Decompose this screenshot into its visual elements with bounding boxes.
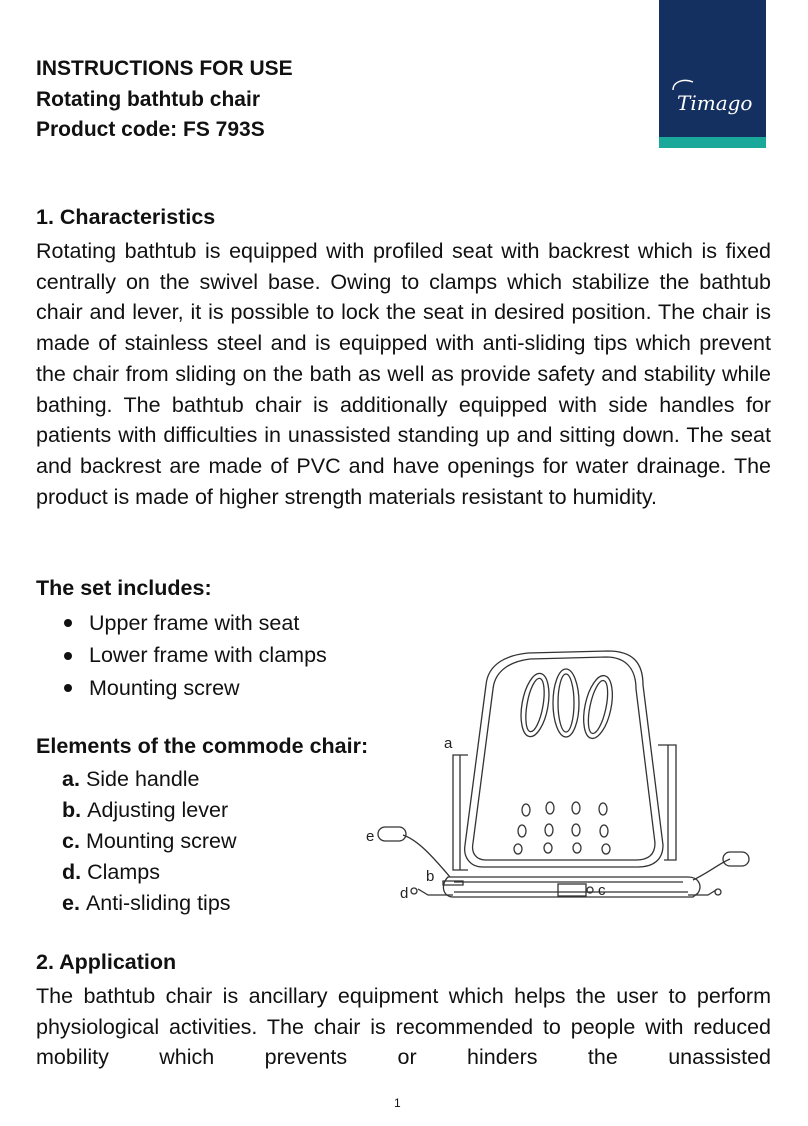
side-handle-left	[453, 755, 468, 870]
section-application-body: The bathtub chair is ancillary equipment which helps the user to perform physiological activities. The chair is recommended to people with reduced mobility which prevents or hinders the unassisted	[36, 984, 771, 1069]
element-label: Anti-sliding tips	[85, 891, 231, 915]
anti-sliding-tip-right	[723, 852, 749, 866]
backrest-opening	[558, 674, 574, 732]
bullet-icon	[64, 652, 72, 660]
set-includes-list	[62, 607, 327, 705]
element-letter: b.	[62, 798, 82, 822]
bathtub-chair-diagram	[358, 645, 778, 915]
element-letter: e.	[62, 891, 80, 915]
element-label: Mounting screw	[85, 829, 237, 853]
clamp-right-end	[715, 889, 721, 895]
label-a: a	[444, 735, 453, 752]
base-frame	[443, 877, 700, 897]
list-item-label: Mounting screw	[89, 675, 240, 700]
list-item	[62, 672, 327, 705]
list-item	[62, 607, 327, 640]
elements-heading: Elements of the commode chair:	[36, 734, 369, 758]
logo-text: Timago	[677, 91, 753, 115]
list-item-label: Lower frame with clamps	[89, 643, 327, 668]
product-code: Product code: FS 793S	[36, 118, 265, 141]
product-name: Rotating bathtub chair	[36, 87, 260, 111]
label-d: d	[400, 885, 409, 902]
element-label: Clamps	[87, 860, 160, 884]
element-label: Side handle	[85, 767, 200, 791]
list-item	[62, 764, 237, 795]
section-characteristics-body: Rotating bathtub is equipped with profiled seat with backrest which is fixed centrally on the swivel base. Owing to clamps which stabilize the bathtub chair and lever, it is possible to lock the seat in desired position. The chair is made of stainless steel and is equipped with anti-sliding tips which prevent the chair from sliding on the bath as well as provide safety and stability while bathing. The bathtub chair is additionally equipped with side handles for patients with difficulties in unassisted standing up and sitting down. The seat and backrest are made of PVC and have openings for water drainage. The product is made of higher strength materials resistant to humidity.	[36, 239, 771, 509]
bullet-icon	[64, 684, 72, 692]
clamp-right	[688, 890, 716, 895]
element-letter: c.	[62, 829, 80, 853]
label-e: e	[366, 828, 375, 845]
list-item	[62, 826, 237, 857]
section-characteristics-heading: 1. Characteristics	[36, 205, 216, 229]
backrest-opening	[585, 679, 612, 735]
element-label: Adjusting lever	[87, 798, 229, 822]
element-letter: a.	[62, 767, 80, 791]
adjusting-lever	[443, 881, 463, 885]
page-number: 1	[394, 1096, 401, 1110]
clamp-left-end	[411, 888, 417, 894]
drainage-holes	[514, 802, 610, 854]
backrest-opening	[579, 673, 618, 741]
anti-sliding-tip-left	[378, 827, 406, 841]
list-item	[62, 888, 237, 919]
doc-title: INSTRUCTIONS FOR USE	[36, 57, 293, 80]
elements-list	[62, 764, 237, 919]
backrest-opening	[522, 677, 547, 733]
set-includes-heading: The set includes:	[36, 576, 212, 600]
section-application-heading: 2. Application	[36, 950, 177, 974]
list-item	[62, 857, 237, 888]
list-item	[62, 640, 327, 673]
side-handle-right	[658, 745, 676, 860]
label-b: b	[426, 868, 435, 885]
mounting-screw	[558, 884, 586, 896]
element-letter: d.	[62, 860, 82, 884]
logo-stripe	[659, 137, 766, 148]
list-item-label: Upper frame with seat	[89, 610, 300, 635]
clamp-left	[418, 889, 453, 895]
bullet-icon	[64, 619, 72, 627]
timago-logo	[659, 0, 766, 137]
backrest-opening	[553, 669, 579, 737]
backrest-inner	[473, 657, 655, 860]
list-item	[62, 795, 237, 826]
document-header	[36, 54, 293, 146]
label-c: c	[598, 882, 606, 899]
